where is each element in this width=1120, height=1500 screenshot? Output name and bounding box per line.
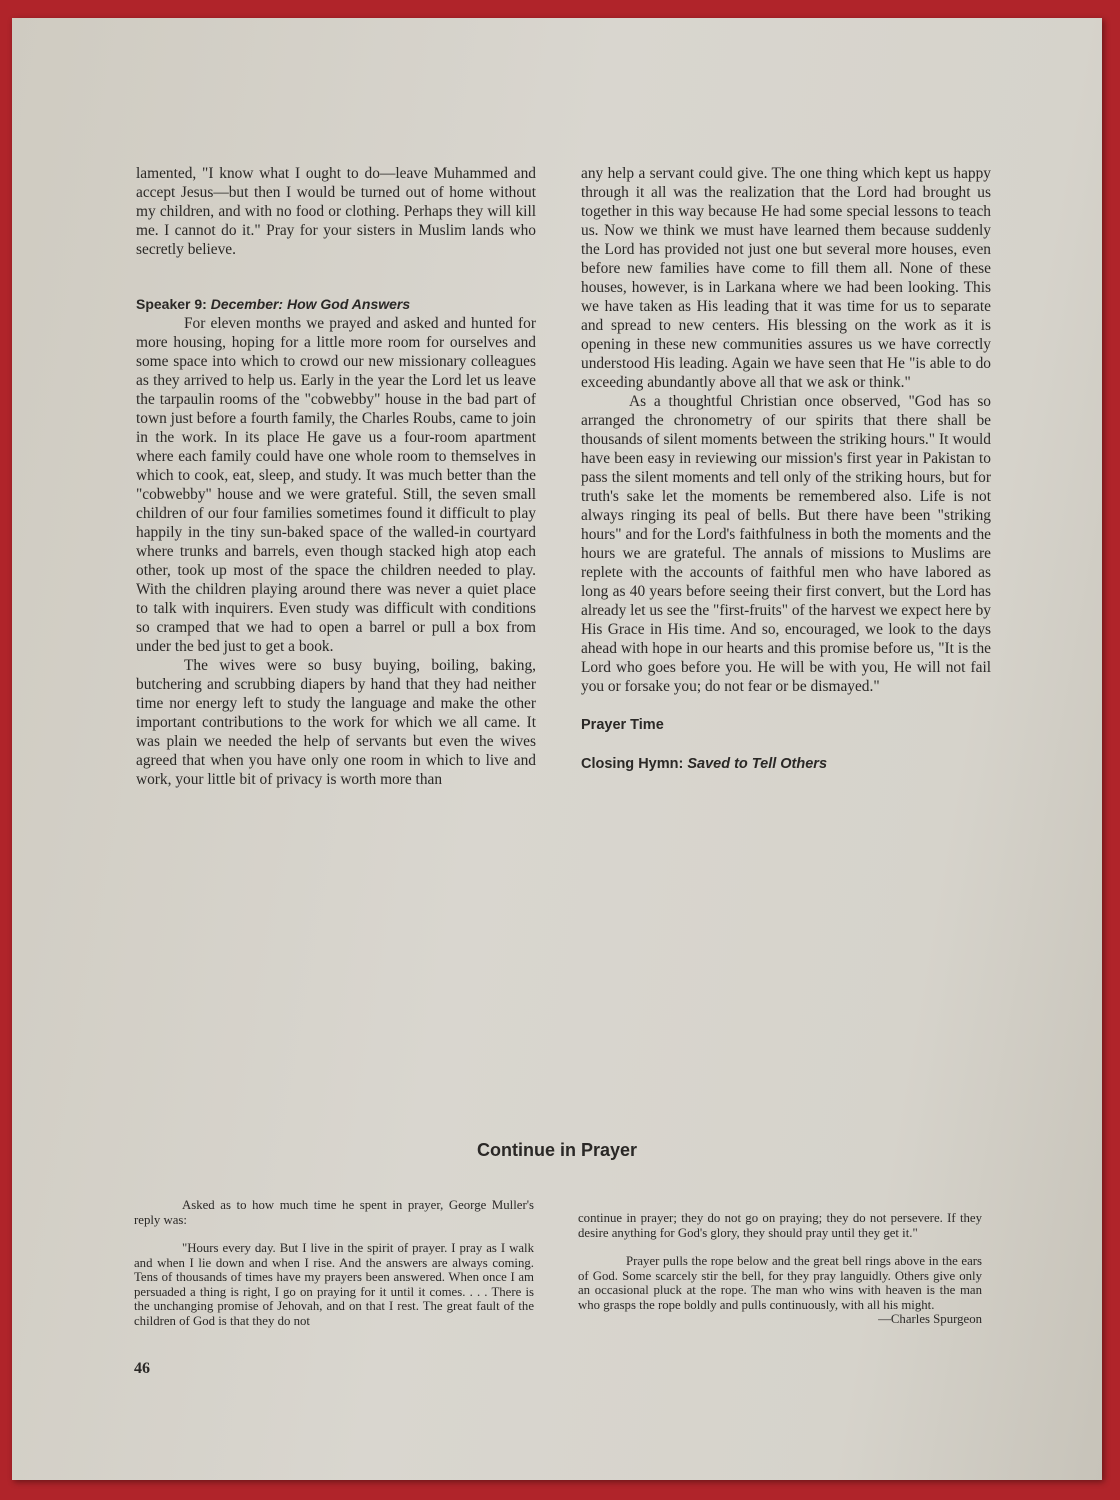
left-paragraph-1: lamented, "I know what I ought to do—leave Muhammed and accept Jesus—but then I would be turned out of home without my children, and with no food or clothing. Perhaps they will kill me. I cannot do it." Pray for your sisters in Muslim lands who secretly believe. [136, 165, 536, 258]
speaker-heading [136, 295, 536, 314]
muller-intro: Asked as to how much time he spent in prayer, George Muller's reply was: [134, 1198, 534, 1227]
page-number: 46 [134, 1360, 150, 1377]
book-page [12, 18, 1102, 1480]
left-paragraph-2: For eleven months we prayed and asked and hunted for more housing, hoping for a little more room for ourselves and some space into which to crowd our new missionary colleagues as they arrived to help us. Early in the year the Lord let us leave the tarpaulin rooms of the "cobwebby" house in the bad part of town just before a fourth family, the Charles Roubs, came to join in the work. In its place He gave us a four-room apartment where each family could have one whole room to themselves in which to cook, eat, sleep, and study. It was much better than the "cobwebby" house and we were grateful. Still, the seven small children of our four families sometimes found it difficult to play happily in the tiny sun-baked space of the walled-in courtyard where trunks and barrels, even though stacked high atop each other, took up most of the space the children needed to play. With the children playing around there was never a quiet place to talk with inquirers. Even study was difficult with conditions so cramped that we had to open a barrel or pull a box from under the bed just to get a book. [136, 315, 536, 655]
closing-hymn-title: Saved to Tell Others [687, 756, 828, 772]
right-column [581, 164, 991, 774]
continue-right-column [578, 1211, 982, 1327]
left-column [136, 164, 536, 789]
left-paragraph-3: The wives were so busy buying, boiling, baking, butchering and scrubbing diapers by hand that they had neither time nor energy left to study the language and make the other important contributions to the work for which we all came. It was plain we needed the help of servants but even the wives agreed that when you have only one room in which to live and work, your little bit of privacy is worth more than [136, 657, 536, 788]
speaker-label: Speaker 9: [136, 296, 207, 312]
spurgeon-attribution: —Charles Spurgeon [878, 1312, 982, 1326]
closing-hymn-label: Closing Hymn: [581, 756, 684, 772]
right-paragraph-2: As a thoughtful Christian once observed, "God has so arranged the chronometry of our spirits that there shall be thousands of silent moments between the striking hours." It would have been easy in reviewing our mission's first year in Pakistan to pass the silent moments and tell only of the striking hours, but for truth's sake let the moments be remembered also. Life is not always ringing its peal of bells. But there have been "striking hours" and for the Lord's faithfulness in both the moments and the hours we are grateful. The annals of missions to Muslims are replete with the accounts of faithful men who have labored as long as 40 years before seeing their first convert, but the Lord has already let us see the "first-fruits" of the harvest we expect here by His Grace in His time. And so, encouraged, we look to the days ahead with hope in our hearts and this promise before us, "It is the Lord who goes before you. He will be with you, He will not fail you or forsake you; do not fear or be dismayed." [581, 393, 991, 695]
prayer-time-heading: Prayer Time [581, 717, 664, 733]
right-paragraph-1: any help a servant could give. The one thing which kept us happy through it all was the realization that the Lord had brought us together in this way because He had some special lessons to teach us. Now we think we must have learned them because suddenly the Lord has provided not just one but several more houses, even before new families have come to fill them all. None of these houses, however, is in Larkana where we had been looking. This we have taken as His leading that it was time for us to separate and spread to new centers. His blessing on the work as it is opening in these new communities assures us we have correctly understood His leading. Again we have seen that He "is able to do exceeding abundantly above all that we ask or think." [581, 165, 991, 391]
muller-quote-continued: continue in prayer; they do not go on praying; they do not persevere. If they desire anything for God's glory, they should pray until they get it." [578, 1211, 982, 1240]
speaker-title: December: How God Answers [210, 296, 411, 312]
continue-left-column [134, 1198, 534, 1328]
muller-quote: "Hours every day. But I live in the spirit of prayer. I pray as I walk and when I lie down and when I rise. And the answers are always coming. Tens of thousands of times have my prayers been answered. When once I am persuaded a thing is right, I go on praying for it until it comes. . . . There is the unchanging promise of Jehovah, and on that I rest. The great fault of the children of God is that they do not [134, 1241, 534, 1328]
closing-hymn-heading [581, 755, 991, 774]
continue-in-prayer-title: Continue in Prayer [476, 1140, 638, 1160]
spurgeon-paragraph: Prayer pulls the rope below and the great bell rings above in the ears of God. Some scarcely stir the bell, for they pray languidly. Others give only an occasional pluck at the rope. The man who wins with heaven is the man who grasps the rope boldly and pulls continuously, with all his might. [578, 1254, 982, 1312]
